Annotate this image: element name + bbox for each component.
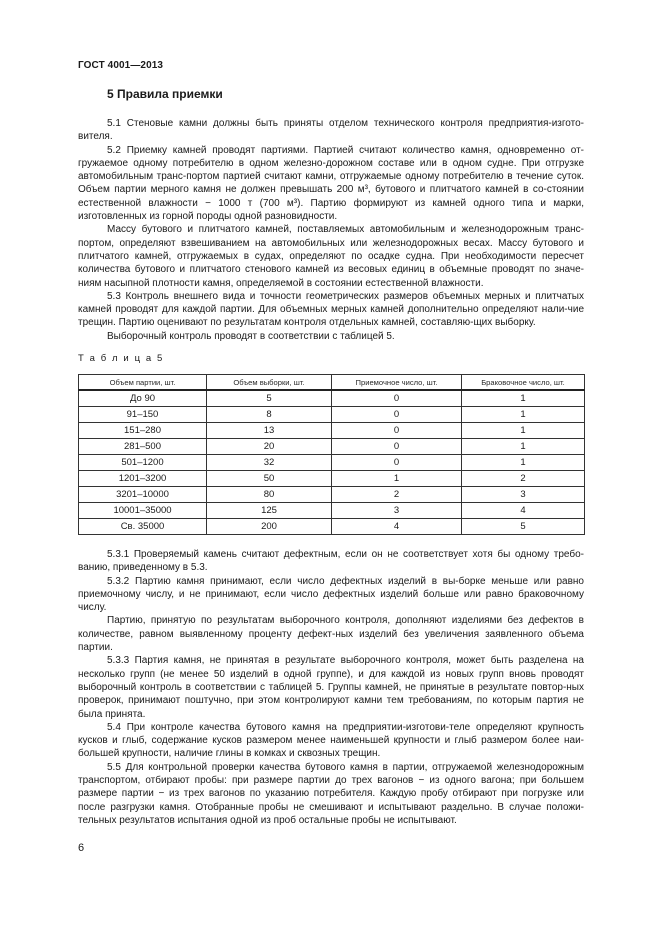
table-cell: 125: [207, 503, 332, 519]
table-cell: 1: [462, 423, 585, 439]
table-cell: 4: [332, 519, 462, 535]
paragraph: 5.3.3 Партия камня, не принятая в результате выборочного контроля, может быть разделена на несколько групп (не менее 50 изделий в одной группе), и для каждой из новых групп вновь проводят выборочный контроль в соответствии с таблицей 5. Группы камней, не принятые в результате повтор-ных проверок, принимают поштучно, при этом контролируют камни тем требованиям, по которым партия не была принята.: [78, 655, 584, 720]
table-cell: 3: [332, 503, 462, 519]
paragraph: 5.3.1 Проверяемый камень считают дефектным, если он не соответствует хотя бы одному требо-ванию, приведенному в 5.3.: [78, 549, 584, 574]
table-cell: 5: [207, 390, 332, 407]
section-title: 5 Правила приемки: [107, 87, 223, 101]
column-header: Объем партии, шт.: [79, 375, 207, 391]
table-cell: 0: [332, 423, 462, 439]
column-header: Приемочное число, шт.: [332, 375, 462, 391]
table-cell: 151–280: [79, 423, 207, 439]
column-header: Объем выборки, шт.: [207, 375, 332, 391]
table-cell: 281–500: [79, 439, 207, 455]
paragraph: 5.1 Стеновые камни должны быть приняты отделом технического контроля предприятия-изгото-вителя.: [78, 118, 584, 143]
table-cell: Св. 35000: [79, 519, 207, 535]
sampling-table: [78, 374, 585, 535]
table-cell: 2: [462, 471, 585, 487]
table-cell: 501–1200: [79, 455, 207, 471]
table-cell: 1: [462, 455, 585, 471]
table-row: [79, 390, 585, 407]
table-cell: 1: [462, 439, 585, 455]
paragraph: 5.3.2 Партию камня принимают, если число дефектных изделий в вы-борке меньше или равно приемочному числу, и не принимают, если число дефектных изделий больше или равно браковочному числу.: [78, 575, 584, 614]
table-cell: 3201–10000: [79, 487, 207, 503]
table-row: [79, 519, 585, 535]
table-cell: 80: [207, 487, 332, 503]
paragraph: Партию, принятую по результатам выборочного контроля, дополняют изделиями без дефектов в количестве, равном выявленному проценту дефект-ных изделий без увеличения заявленного объема партии.: [78, 615, 584, 654]
table-caption: Т а б л и ц а 5: [78, 353, 164, 364]
table-cell: 2: [332, 487, 462, 503]
table-cell: 5: [462, 519, 585, 535]
table-cell: 20: [207, 439, 332, 455]
table-row: [79, 471, 585, 487]
table-cell: 0: [332, 439, 462, 455]
paragraph: 5.3 Контроль внешнего вида и точности геометрических размеров объемных мерных и плитчатых камней проводят для каждой партии. Для объемных мерных камней дополнительно определяют нали-чие трещин. Партию оценивают по результатам контроля отдельных камней, составляю-щих выборку.: [78, 290, 584, 329]
table-cell: До 90: [79, 390, 207, 407]
page-number: 6: [78, 842, 85, 854]
table-row: [79, 503, 585, 519]
paragraph: 5.2 Приемку камней проводят партиями. Партией считают количество камня, одновременно от-гружаемое одному потребителю в одном железно-дорожном составе или в одном судне. При отгрузке автомобильным транс-портом партией считают камни, отгружаемые одному потребителю в течение суток. Объем партии мерного камня не должен превышать 200 м³, бутового и плитчатого камней в со-стоянии естественной влажности − 1000 т (700 м³). Партию формируют из камней одного типа и марки, изготовленных из горной породы одной разновидности.: [78, 144, 584, 223]
text-block-top: [78, 117, 584, 343]
table-row: [79, 407, 585, 423]
table-cell: 8: [207, 407, 332, 423]
table-cell: 13: [207, 423, 332, 439]
table-cell: 1: [332, 471, 462, 487]
table-cell: 10001–35000: [79, 503, 207, 519]
document-header: ГОСТ 4001—2013: [78, 60, 164, 71]
table-cell: 0: [332, 455, 462, 471]
table-row: [79, 487, 585, 503]
table-cell: 50: [207, 471, 332, 487]
table-cell: 4: [462, 503, 585, 519]
paragraph: Выборочный контроль проводят в соответствии с таблицей 5.: [107, 330, 395, 342]
paragraph: 5.5 Для контрольной проверки качества бутового камня в партии, отгружаемой железнодорожным транспортом, отбирают пробы: при размере партии до трех вагонов − из одного вагона; при большем размере партии − из трех вагонов по указанию потребителя. Каждую пробу отбирают при погрузке или после разгрузки камня. Отобранные пробы не смешивают и испытывают раздельно. В случае положи-тельных результатов испытания одной из проб остальные пробы не испытывают.: [78, 761, 584, 826]
table-row: [79, 423, 585, 439]
table-cell: 0: [332, 407, 462, 423]
table-cell: 1: [462, 390, 585, 407]
column-header: Браковочное число, шт.: [462, 375, 585, 391]
table-cell: 200: [207, 519, 332, 535]
paragraph: 5.4 При контроле качества бутового камня на предприятии-изготови-теле определяют крупность кусков и глыб, содержание кусков размером менее наименьшей крупности и глыб размером более наи-большей крупности, наличие глины в комках и сквозных трещин.: [78, 721, 584, 760]
table-cell: 0: [332, 390, 462, 407]
text-block-bottom: [78, 548, 584, 827]
table-cell: 1: [462, 407, 585, 423]
table-header-row: [79, 375, 585, 391]
table-cell: 32: [207, 455, 332, 471]
paragraph: Массу бутового и плитчатого камней, поставляемых автомобильным и железнодорожным транс-портом, определяют взвешиванием на автомобильных или железнодорожных весах. Массу бутового и плитчатого камней, отгружаемых в судах, определяют по осадке судна. При необходимости пересчет количества бутового и плитчатого стенового камней из весовых единиц в объемные проводят по значе-ниям насыпной плотности камня, определяемой в состоянии естественной влажности.: [78, 224, 584, 289]
table-cell: 91–150: [79, 407, 207, 423]
table-row: [79, 455, 585, 471]
table-row: [79, 439, 585, 455]
table-cell: 3: [462, 487, 585, 503]
table-cell: 1201–3200: [79, 471, 207, 487]
